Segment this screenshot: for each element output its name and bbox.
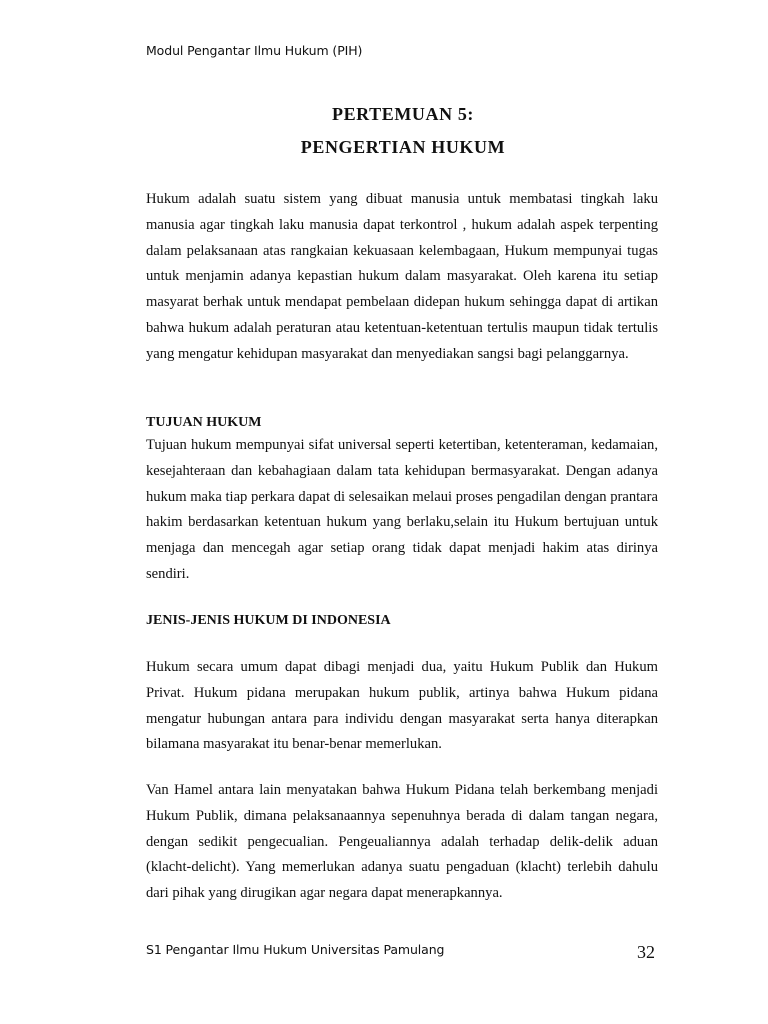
running-footer: S1 Pengantar Ilmu Hukum Universitas Pamulang — [146, 942, 445, 957]
intro-section — [146, 187, 658, 368]
chapter-subtitle: PENGERTIAN HUKUM — [300, 137, 506, 157]
tujuan-section — [146, 413, 658, 588]
chapter-title: PERTEMUAN 5: — [331, 104, 475, 124]
page-number: 32 — [637, 942, 655, 962]
running-header: Modul Pengantar Ilmu Hukum (PIH) — [146, 43, 363, 58]
intro-paragraph: Hukum adalah suatu sistem yang dibuat manusia untuk membatasi tingkah laku manusia agar tingkah laku manusia dapat terkontrol , hukum adalah aspek terpenting dalam pelaksanaan atas rangkaian kekuasaan kelembagaan, Hukum mempunyai tugas untuk menjamin adanya kepastian hukum dalam masyarakat. Oleh karena itu setiap masyarat berhak untuk mendapat pembelaan didepan hukum sehingga dapat di artikan bahwa hukum adalah peraturan atau ketentuan-ketentuan tertulis maupun tidak tertulis yang mengatur kehidupan masyarakat dan menyediakan sangsi bagi pelanggarnya. — [146, 191, 658, 362]
jenis-paragraph-1-block — [146, 655, 658, 758]
jenis-section — [146, 611, 658, 631]
jenis-paragraph-2-block — [146, 778, 658, 907]
jenis-paragraph-1: Hukum secara umum dapat dibagi menjadi dua, yaitu Hukum Publik dan Hukum Privat. Hukum pidana merupakan hukum publik, artinya bahwa Hukum pidana mengatur hubungan antara para individu dengan masyarakat serta hanya diterapkan bilamana masyarakat itu benar-benar memerlukan. — [146, 659, 658, 753]
tujuan-heading: TUJUAN HUKUM — [146, 415, 262, 430]
jenis-paragraph-2: Van Hamel antara lain menyatakan bahwa Hukum Pidana telah berkembang menjadi Hukum Publik, dimana pelaksanaannya sepenuhnya berada di dalam tangan negara, dengan sedikit pengecualian. Pengeualiannya adalah terhadap delik-delik aduan (klacht-delicht). Yang memerlukan adanya suatu pengaduan (klacht) terlebih dahulu dari pihak yang dirugikan agar negara dapat menerapkannya. — [146, 782, 658, 902]
jenis-heading: JENIS-JENIS HUKUM DI INDONESIA — [146, 613, 391, 628]
tujuan-paragraph: Tujuan hukum mempunyai sifat universal seperti ketertiban, ketenteraman, kedamaian, kesejahteraan dan kebahagiaan dalam tata kehidupan bermasyarakat. Dengan adanya hukum maka tiap perkara dapat di selesaikan melaui proses pengadilan dengan prantara hakim berdasarkan ketentuan hukum yang berlaku,selain itu Hukum bertujuan untuk menjaga dan mencegah agar setiap orang tidak dapat menjadi hakim atas dirinya sendiri. — [146, 437, 658, 582]
